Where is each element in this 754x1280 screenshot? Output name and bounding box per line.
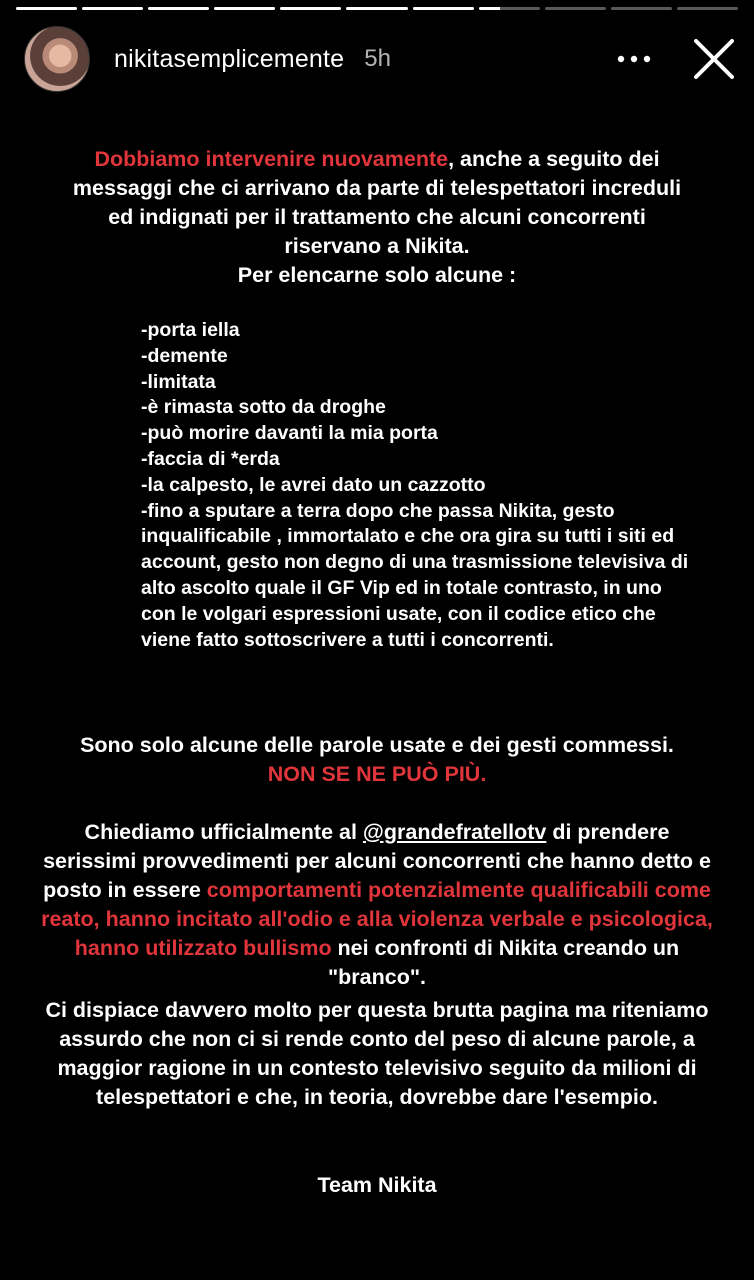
progress-fill xyxy=(82,7,143,10)
more-options-button[interactable] xyxy=(616,41,652,77)
closing-red-caps: NON SE NE PUÒ PIÙ. xyxy=(267,762,487,786)
intro-rest: , anche a seguito dei messaggi che ci arrivano da parte di telespettatori increduli ed indignati per il trattamento che alcuni concorrenti riservano a Nikita. xyxy=(72,147,682,258)
progress-segment xyxy=(148,7,209,10)
closing-paragraph-1 xyxy=(60,731,694,789)
progress-segment xyxy=(677,7,738,10)
progress-fill xyxy=(479,7,500,10)
close-icon xyxy=(692,37,736,81)
closing-p2b: di prendere serissimi provvedimenti per alcuni concorrenti che hanno detto e posto in essere xyxy=(43,820,711,902)
progress-segment xyxy=(545,7,606,10)
closing-p3: Ci dispiace davvero molto per questa brutta pagina ma riteniamo assurdo che non ci si rende conto del peso di alcune parole, a maggior ragione in un contesto televisivo seguito da milioni di telespettatori e che, in teoria, dovrebbe dare l'esempio. xyxy=(45,998,709,1109)
list-item: -faccia di *erda xyxy=(141,447,280,470)
mention-link[interactable]: @grandefratellotv xyxy=(362,820,547,844)
closing-p2a: Chiediamo ufficialmente al xyxy=(84,820,363,844)
closing-p2c: nei confronti di Nikita creando un "branco". xyxy=(327,936,680,989)
progress-segment xyxy=(16,7,77,10)
progress-fill xyxy=(16,7,77,10)
signature xyxy=(40,1171,714,1200)
progress-segment xyxy=(346,7,407,10)
more-dots-icon xyxy=(617,55,651,63)
progress-segment xyxy=(611,7,672,10)
progress-segment xyxy=(413,7,474,10)
intro-line2: Per elencarne solo alcune : xyxy=(237,263,517,287)
progress-fill xyxy=(214,7,275,10)
closing-p1: Sono solo alcune delle parole usate e dei gesti commessi. xyxy=(80,733,674,757)
intro-paragraph xyxy=(60,145,694,290)
list-item: -porta iella xyxy=(141,319,240,341)
progress-fill xyxy=(413,7,474,10)
progress-fill xyxy=(280,7,341,10)
intro-red: Dobbiamo intervenire nuovamente xyxy=(94,147,449,171)
post-time: 5h xyxy=(364,45,391,72)
closing-paragraph-2 xyxy=(38,818,716,992)
closing-paragraph-3 xyxy=(44,996,710,1112)
closing-p2-red: comportamenti potenzialmente qualificabili come reato, hanno incitato all'odio e alla violenza verbale e psicologica, hanno utilizzato bullismo xyxy=(41,878,713,960)
list-item: -fino a sputare a terra dopo che passa Nikita, gesto inqualificabile , immortalato e che ora gira su tutti i siti ed account, gesto non degno di una trasmissione televisiva di alto ascolto quale il GF Vip ed in totale contrasto, in uno con le volgari espressioni usate, con il codice etico che viene fatto sottoscrivere a tutti i concorrenti. xyxy=(141,499,689,651)
avatar[interactable] xyxy=(24,26,90,92)
list-item: -limitata xyxy=(141,370,216,393)
username[interactable]: nikitasemplicemente xyxy=(114,44,345,73)
list-item: -la calpesto, le avrei dato un cazzotto xyxy=(141,473,486,496)
progress-segment xyxy=(280,7,341,10)
story-progress-bar xyxy=(16,7,738,10)
list-item: -può morire davanti la mia porta xyxy=(141,422,438,445)
close-button[interactable] xyxy=(692,37,736,81)
signature-text: Team Nikita xyxy=(317,1173,437,1197)
insult-list xyxy=(141,318,694,653)
progress-fill xyxy=(148,7,209,10)
progress-fill xyxy=(346,7,407,10)
progress-segment xyxy=(214,7,275,10)
list-item: -è rimasta sotto da droghe xyxy=(141,396,386,419)
progress-segment xyxy=(82,7,143,10)
list-item: -demente xyxy=(141,344,228,367)
progress-segment xyxy=(479,7,540,10)
story-header xyxy=(24,27,736,91)
